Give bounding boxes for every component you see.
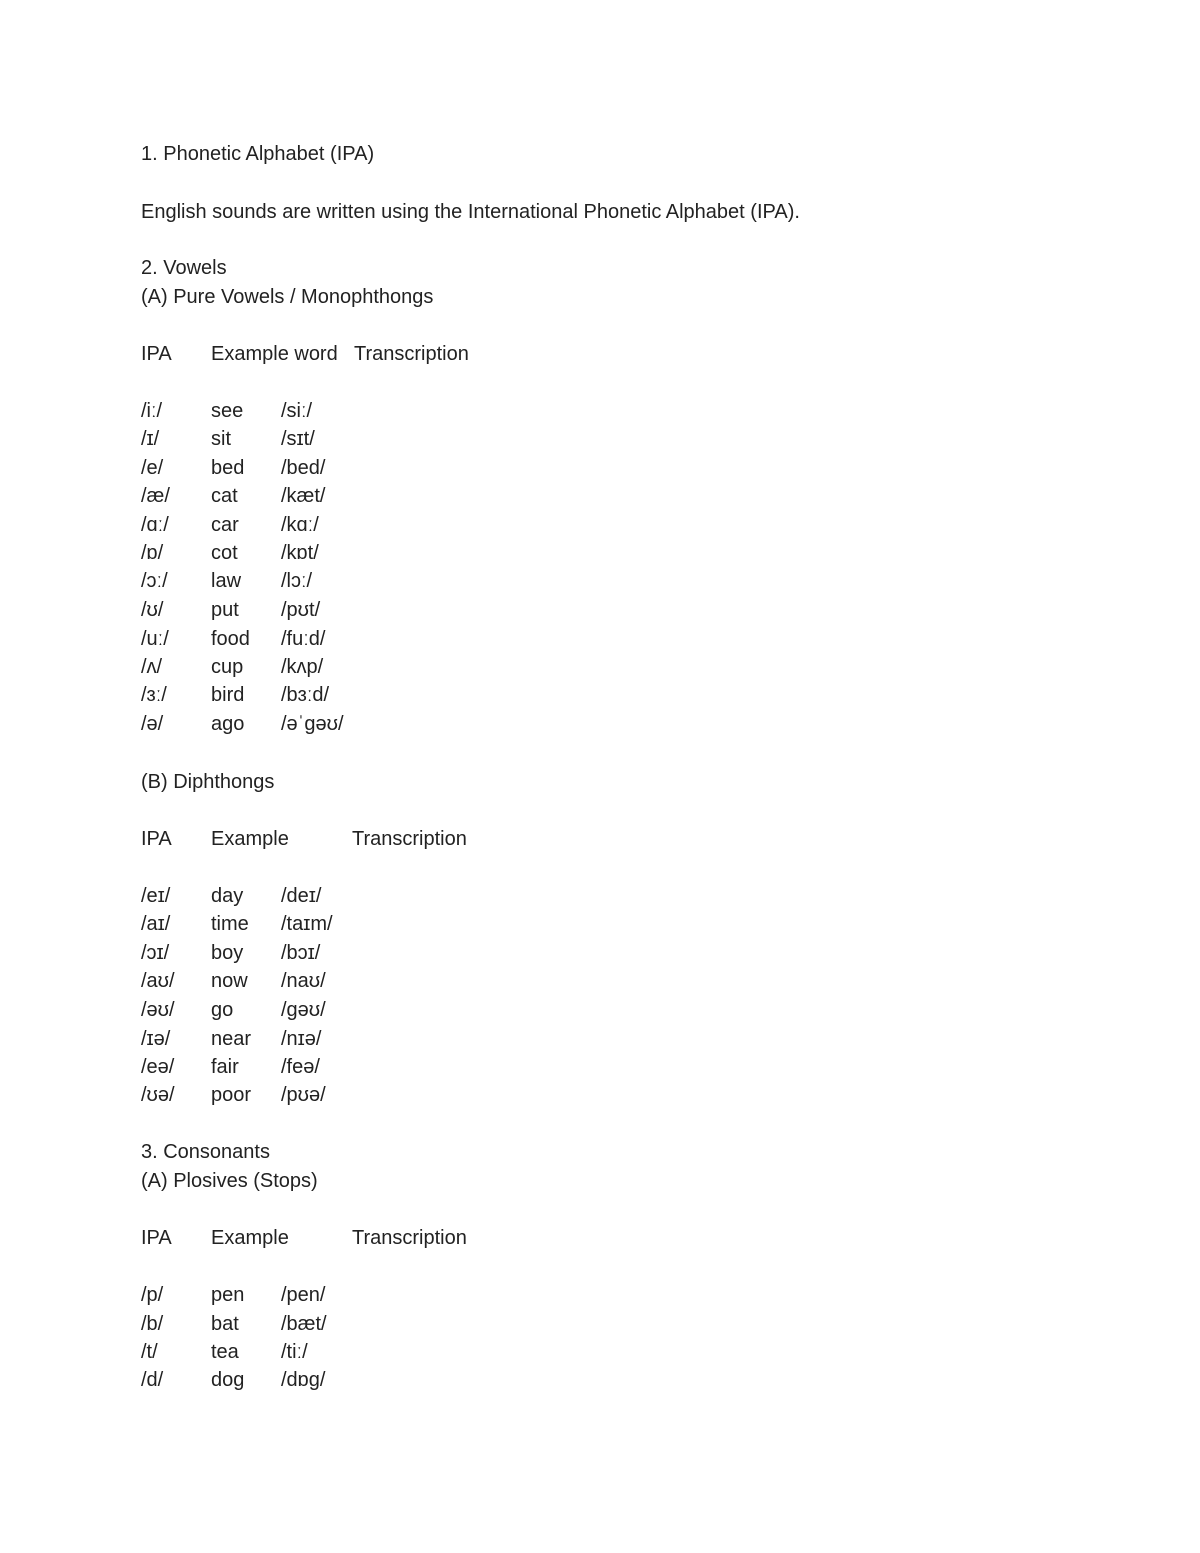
transcription: /bɔɪ/ xyxy=(281,942,321,964)
column-header-transcription: Transcription xyxy=(352,1227,467,1249)
transcription: /feə/ xyxy=(281,1056,320,1078)
transcription: /bɜːd/ xyxy=(281,684,330,706)
column-header-ipa: IPA xyxy=(141,343,172,365)
ipa-symbol: /ɔɪ/ xyxy=(141,942,170,964)
example-word: law xyxy=(211,570,242,592)
ipa-symbol: /d/ xyxy=(141,1369,164,1391)
ipa-symbol: /eɪ/ xyxy=(141,885,171,907)
example-word: food xyxy=(211,628,250,650)
section-title-consonants: 3. Consonants xyxy=(141,1141,270,1163)
transcription: /deɪ/ xyxy=(281,885,322,907)
example-word: pen xyxy=(211,1284,245,1306)
transcription: /sɪt/ xyxy=(281,428,315,450)
ipa-symbol: /ʌ/ xyxy=(141,656,163,678)
ipa-symbol: /eə/ xyxy=(141,1056,175,1078)
intro-paragraph: English sounds are written using the International Phonetic Alphabet (IPA). xyxy=(141,201,800,223)
ipa-symbol: /əʊ/ xyxy=(141,999,175,1021)
transcription: /siː/ xyxy=(281,400,313,422)
example-word: cat xyxy=(211,485,238,507)
transcription: /fuːd/ xyxy=(281,628,326,650)
example-word: bird xyxy=(211,684,245,706)
ipa-symbol: /aɪ/ xyxy=(141,913,171,935)
example-word: time xyxy=(211,913,249,935)
transcription: /lɔː/ xyxy=(281,570,313,592)
example-word: sit xyxy=(211,428,231,450)
example-word: dog xyxy=(211,1369,245,1391)
ipa-symbol: /ə/ xyxy=(141,713,164,735)
example-word: bat xyxy=(211,1313,239,1335)
transcription: /bæt/ xyxy=(281,1313,327,1335)
transcription: /nɪə/ xyxy=(281,1028,322,1050)
transcription: /pen/ xyxy=(281,1284,326,1306)
column-header-ipa: IPA xyxy=(141,1227,172,1249)
transcription: /pʊə/ xyxy=(281,1084,326,1106)
ipa-symbol: /aʊ/ xyxy=(141,970,175,992)
example-word: fair xyxy=(211,1056,239,1078)
transcription: /kæt/ xyxy=(281,485,326,507)
column-header-example: Example xyxy=(211,1227,289,1249)
example-word: poor xyxy=(211,1084,252,1106)
section-title-vowels: 2. Vowels xyxy=(141,257,227,279)
transcription: /bed/ xyxy=(281,457,326,479)
transcription: /əˈɡəʊ/ xyxy=(281,713,344,735)
transcription: /dɒɡ/ xyxy=(281,1369,326,1391)
subsection-title-plosives: (A) Plosives (Stops) xyxy=(141,1170,318,1192)
example-word: bed xyxy=(211,457,245,479)
ipa-symbol: /ɒ/ xyxy=(141,542,164,564)
example-word: near xyxy=(211,1028,252,1050)
ipa-symbol: /ɜː/ xyxy=(141,684,167,706)
ipa-symbol: /ɪə/ xyxy=(141,1028,171,1050)
ipa-symbol: /uː/ xyxy=(141,628,169,650)
example-word: now xyxy=(211,970,248,992)
example-word: cup xyxy=(211,656,244,678)
transcription: /ɡəʊ/ xyxy=(281,999,326,1021)
example-word: day xyxy=(211,885,244,907)
column-header-ipa: IPA xyxy=(141,828,172,850)
ipa-symbol: /t/ xyxy=(141,1341,158,1363)
transcription: /kʌp/ xyxy=(281,656,324,678)
subsection-title-pure-vowels: (A) Pure Vowels / Monophthongs xyxy=(141,286,434,308)
ipa-symbol: /b/ xyxy=(141,1313,164,1335)
ipa-symbol: /ʊə/ xyxy=(141,1084,175,1106)
example-word: see xyxy=(211,400,244,422)
example-word: boy xyxy=(211,942,244,964)
ipa-symbol: /iː/ xyxy=(141,400,163,422)
ipa-symbol: /ɑː/ xyxy=(141,514,169,536)
example-word: ago xyxy=(211,713,245,735)
ipa-symbol: /ɪ/ xyxy=(141,428,160,450)
subsection-title-diphthongs: (B) Diphthongs xyxy=(141,771,275,793)
transcription: /pʊt/ xyxy=(281,599,321,621)
example-word: tea xyxy=(211,1341,239,1363)
example-word: cot xyxy=(211,542,238,564)
column-header-transcription: Transcription xyxy=(352,828,467,850)
example-word: put xyxy=(211,599,239,621)
ipa-symbol: /æ/ xyxy=(141,485,170,507)
column-header-example: Example xyxy=(211,828,289,850)
transcription: /taɪm/ xyxy=(281,913,333,935)
transcription: /tiː/ xyxy=(281,1341,308,1363)
ipa-symbol: /e/ xyxy=(141,457,164,479)
section-title-phonetic-alphabet: 1. Phonetic Alphabet (IPA) xyxy=(141,143,375,165)
ipa-symbol: /ɔː/ xyxy=(141,570,168,592)
transcription: /kɒt/ xyxy=(281,542,319,564)
example-word: car xyxy=(211,514,239,536)
ipa-symbol: /ʊ/ xyxy=(141,599,164,621)
column-header-transcription: Transcription xyxy=(354,343,469,365)
transcription: /naʊ/ xyxy=(281,970,326,992)
ipa-symbol: /p/ xyxy=(141,1284,164,1306)
column-header-example: Example word xyxy=(211,343,338,365)
transcription: /kɑː/ xyxy=(281,514,319,536)
example-word: go xyxy=(211,999,234,1021)
